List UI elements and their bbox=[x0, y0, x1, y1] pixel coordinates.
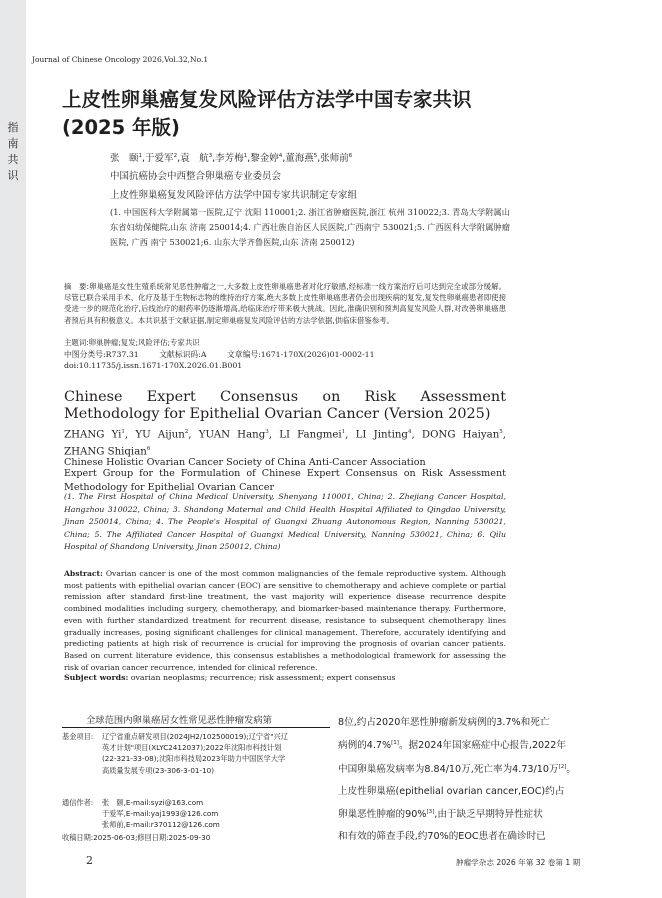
author-name: 黎金婷 bbox=[250, 153, 279, 164]
body-right-column bbox=[338, 712, 610, 847]
classification-line bbox=[64, 349, 393, 360]
author-affiliation-mark: 1 bbox=[243, 152, 248, 159]
corr-line: 于爱军,E-mail:yaj1993@126.com bbox=[102, 809, 219, 819]
title-cn: 上皮性卵巢癌复发风险评估方法学中国专家共识(2025 年版) bbox=[62, 88, 472, 139]
footnote-dates bbox=[62, 832, 332, 843]
author-affiliation-mark: 6 bbox=[348, 152, 353, 159]
affiliations-cn: (1. 中国医科大学附属第一医院,辽宁 沈阳 110001;2. 浙江省肿瘤医院,浙江 杭州 310022;3. 青岛大学附属山东省妇幼保健院,山东 济南 250014;4. 广西壮族自治区人民医院,广西南宁 530021;5. 广西医科大学附属肿瘤医院, 广西 南宁 530021;6. 山东大学齐鲁医院,山东 济南 250012) bbox=[110, 207, 510, 247]
author-name: 袁 航 bbox=[180, 153, 209, 164]
fund-line: (22-321-33-08);沈阳市科技局2023年助力中国医学大学 bbox=[102, 754, 286, 764]
body-text-line: 病例的4.7%[1]。据2024年国家癌症中心报告,2022年 bbox=[338, 740, 566, 752]
org-en-1: Chinese Holistic Ovarian Cancer Society of China Anti-Cancer Association bbox=[64, 457, 426, 468]
author-affiliation-mark: 5 bbox=[313, 152, 318, 159]
footnote-divider bbox=[62, 727, 330, 728]
authors-en: ZHANG Yi$^1$, YU Aijun$^2$, YUAN Hang$^3$, LI Fangmei$^1$, LI Jinting$^4$, DONG Haiyan$^5$, ZHANG Shiqian$^6$ bbox=[64, 429, 507, 458]
author-affiliation-mark: 4 bbox=[407, 429, 412, 435]
author-name: 李芳梅 bbox=[215, 153, 244, 164]
org-cn-2: 上皮性卵巢癌复发风险评估方法学中国专家共识制定专家组 bbox=[110, 190, 358, 201]
corr-label: 通信作者: bbox=[62, 798, 94, 807]
doi: doi:10.11735/j.issn.1671-170X.2026.01.B001 bbox=[64, 361, 243, 370]
footnote-correspondence bbox=[62, 797, 332, 831]
body-text-line: 中国卵巢癌发病率为8.84/10万,死亡率为4.73/10万[2]。 bbox=[338, 764, 576, 776]
fund-line: 英才计划"项目(XLYC2412037);2022年沈阳市科技计划 bbox=[102, 743, 282, 753]
side-strip bbox=[0, 0, 26, 898]
subject-words-en bbox=[64, 673, 395, 682]
page-number: 2 bbox=[86, 854, 93, 867]
author-affiliation-mark: 1 bbox=[121, 429, 125, 435]
body-text-line: 卵巢恶性肿瘤的90%[3],由于缺乏早期特异性症状 bbox=[338, 809, 543, 821]
author-affiliation-mark: 6 bbox=[146, 446, 151, 453]
corr-line: 张 颐,E-mail:syzi@163.com bbox=[102, 798, 204, 807]
author-name: YUAN Hang bbox=[198, 429, 266, 441]
author-name: DONG Haiyan bbox=[421, 429, 500, 441]
abstract-cn: 摘 要:卵巢癌是女性生殖系统常见恶性肿瘤之一,大多数上皮性卵巢癌患者对化疗敏感,经标准一线方案治疗后可达到完全或部分缓解。尽管已联合采用手术、化疗及基于生物标志物的维持治疗方案,绝大多数上皮性卵巢癌患者仍会出现疾病的复发,复发性卵巢癌患者即使接受进一步的规范化治疗,后线治疗的耐药率仍逐渐增高,给临床治疗带来极大挑战。因此,准确识别和预判高复发风险人群,对改善卵巢癌患者预后具有积极意义。本共识基于文献证据,制定卵巢癌复发风险评估的方法学依据,供临床借鉴参考。 bbox=[64, 282, 506, 325]
author-name: LI Jinting bbox=[355, 429, 408, 441]
section-label: 指南共识 bbox=[7, 121, 19, 182]
fund-line: 高质量发展专项(23-306-3-01-10) bbox=[102, 765, 215, 775]
keywords-cn: 主题词:卵巢肿瘤;复发;风险评估;专家共识 bbox=[64, 338, 200, 347]
affiliations-en: (1. The First Hospital of China Medical University, Shenyang 110001, China; 2. Zhejiang Cancer Hospital, Hangzhou 310022, China; 3. Shandong Maternal and Child Health Hospital Affiliated to Qingdao University, Jinan 250014, China; 4. The People's Hospital of Guangxi Zhuang Autonomous Region, Nanning 530021, China; 5. The Affiliated Cancer Hospital of Guangxi Medical University, Nanning 530021, China; 6. Qilu Hospital of Shandong University, Jinan 250012, China) bbox=[64, 492, 506, 551]
author-name: ZHANG Shiqian bbox=[64, 446, 147, 458]
article-number: 文章编号:1671-170X(2026)01-0002-11 bbox=[226, 350, 375, 359]
author-name: 于爱军 bbox=[145, 153, 174, 164]
body-text-line: 8位,约占2020年恶性肿瘤新发病例的3.7%和死亡 bbox=[338, 717, 550, 728]
author-name: YU Aijun bbox=[135, 429, 185, 441]
authors-cn: 张 颐$^1$,于爱军$^2$,袁 航$^3$,李芳梅$^1$,黎金婷$^4$,董海燕$^5$,张师前$^6$ bbox=[110, 152, 353, 164]
citation-mark: [1] bbox=[391, 740, 399, 747]
fund-label: 基金项目: bbox=[62, 732, 94, 741]
subject-words-label: Subject words: bbox=[64, 673, 129, 682]
abstract-en-text: Ovarian cancer is one of the most common malignancies of the female reproductive system. Although most patients with epithelial ovarian cancer (EOC) are sensitive to chemotherapy and achieve complete or partial remission after standard first-line treatment, the vast majority will experience disease recurrence despite combined modalities including surgery, chemotherapy, and biomarker-based maintenance therapy. Furthermore, even with further standardized treatment for recurrent disease, resistance to subsequent chemotherapy lines gradually increases, posing significant challenges for clinical management. Therefore, accurately identifying and predicting patients at high risk of recurrence is crucial for improving the prognosis of ovarian cancer patients. Based on current literature evidence, this consensus establishes a methodological framework for assessing the risk of ovarian cancer recurrence, intended for clinical reference. bbox=[64, 569, 506, 672]
subject-words-text: ovarian neoplasms; recurrence; risk assessment; expert consensus bbox=[130, 673, 396, 682]
author-affiliation-mark: 1 bbox=[341, 429, 346, 435]
author-affiliation-mark: 2 bbox=[173, 152, 178, 159]
running-head: Journal of Chinese Oncology 2026,Vol.32,No.1 bbox=[32, 55, 209, 64]
author-affiliation-mark: 5 bbox=[499, 429, 503, 435]
body-text-line: 上皮性卵巢癌(epithelial ovarian cancer,EOC)约占 bbox=[338, 785, 565, 797]
author-affiliation-mark: 3 bbox=[208, 152, 213, 159]
citation-mark: [3] bbox=[426, 809, 435, 815]
title-en: Chinese Expert Consensus on Risk Assessment Methodology for Epithelial Ovarian Cancer (Version 2025) bbox=[64, 389, 506, 422]
author-affiliation-mark: 3 bbox=[265, 429, 269, 435]
author-name: 董海燕 bbox=[285, 153, 314, 164]
org-en-2: Expert Group for the Formulation of Chinese Expert Consensus on Risk Assessment Methodology for Epithelial Ovarian Cancer bbox=[64, 468, 506, 493]
doc-code: 文献标识码:A bbox=[159, 350, 207, 359]
author-name: 张 颐 bbox=[110, 153, 139, 164]
abstract-en bbox=[64, 568, 506, 673]
abstract-en-label: Abstract: bbox=[64, 569, 103, 578]
clc-number: 中图分类号:R737.31 bbox=[64, 350, 139, 359]
date-line: 收稿日期:2025-06-03;修回日期:2025-09-30 bbox=[62, 833, 211, 842]
author-affiliation-mark: 4 bbox=[278, 152, 283, 159]
body-text-line: 和有效的筛查手段,约70%的EOC患者在确诊时已 bbox=[338, 830, 546, 842]
body-left-first-line: 全球范围内卵巢癌居女性常见恶性肿瘤发病第 bbox=[86, 715, 272, 726]
org-cn-1: 中国抗癌协会中西整合卵巢癌专业委员会 bbox=[110, 171, 282, 182]
citation-mark: [2] bbox=[558, 764, 567, 770]
author-name: ZHANG Yi bbox=[64, 429, 122, 441]
journal-footer: 肿瘤学杂志 2026 年第 32 卷第 1 期 bbox=[456, 858, 581, 867]
author-name: 张师前 bbox=[320, 153, 349, 164]
author-affiliation-mark: 2 bbox=[184, 429, 189, 435]
author-name: LI Fangmei bbox=[279, 429, 342, 441]
footnote-fund bbox=[62, 731, 332, 776]
author-affiliation-mark: 1 bbox=[138, 152, 143, 159]
corr-line: 张师前,E-mail:r370112@126.com bbox=[102, 820, 220, 830]
fund-line: 辽宁省重点研发项目(2024JH2/102500019);辽宁省"兴辽 bbox=[102, 732, 288, 741]
